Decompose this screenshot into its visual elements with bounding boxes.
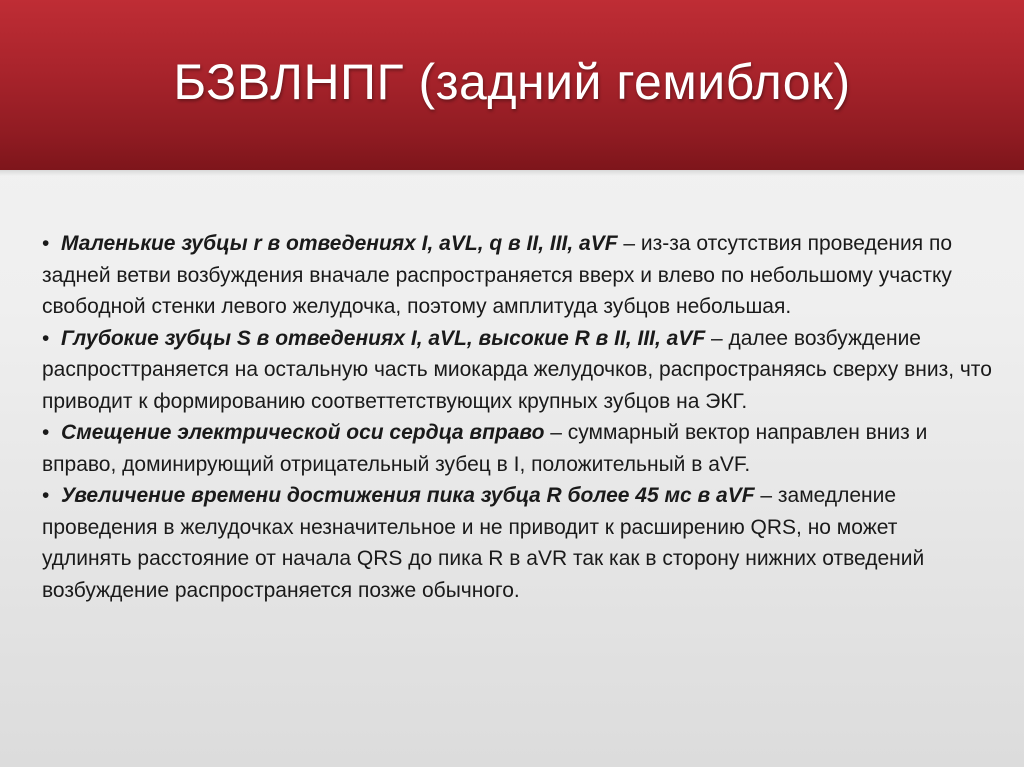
bullet-dot: • bbox=[42, 232, 50, 255]
bullet-text: – замедление проведения в желудочках незначительное и не приводит к расширению QRS, но может удлинять расстояние от начала QRS до пика R в aVR так как в сторону нижних отведений возбуждение распространяется позже обычного. bbox=[42, 484, 925, 602]
slide-title: БЗВЛНПГ (задний гемиблок) bbox=[173, 54, 851, 110]
bullet-lead: Смещение электрической оси сердца вправо bbox=[61, 421, 545, 444]
bullet-list bbox=[42, 228, 992, 606]
title-banner bbox=[0, 0, 1024, 170]
bullet-text: – далее возбуждение распросттраняется на остальную часть миокарда желудочков, распространяясь сверху вниз, что приводит к формированию соответтетствующих крупных зубцов на ЭКГ. bbox=[42, 326, 992, 413]
bullet-item-1 bbox=[42, 228, 992, 323]
bullet-lead: Глубокие зубцы S в отведениях I, aVL, высокие R в II, III, aVF bbox=[61, 326, 706, 350]
bullet-lead: Увеличение времени достижения пика зубца R более 45 мс в aVF bbox=[61, 484, 755, 507]
bullet-text: – суммарный вектор направлен вниз и вправо, доминирующий отрицательный зубец в I, положительный в aVF. bbox=[42, 421, 928, 476]
bullet-item-4 bbox=[42, 480, 992, 606]
bullet-dot: • bbox=[42, 326, 50, 350]
banner-shadow bbox=[0, 170, 1024, 176]
bullet-dot: • bbox=[42, 484, 50, 507]
bullet-item-2 bbox=[42, 323, 992, 418]
bullet-item-3 bbox=[42, 417, 992, 480]
bullet-dot: • bbox=[42, 421, 50, 444]
bullet-text: – из-за отсутствия проведения по задней ветви возбуждения вначале распространяется вверх и влево по небольшому участку свободной стенки левого желудочка, поэтому амплитуда зубцов небольшая. bbox=[42, 232, 952, 318]
bullet-lead: Маленькие зубцы r в отведениях I, aVL, q в II, III, aVF bbox=[61, 232, 618, 255]
